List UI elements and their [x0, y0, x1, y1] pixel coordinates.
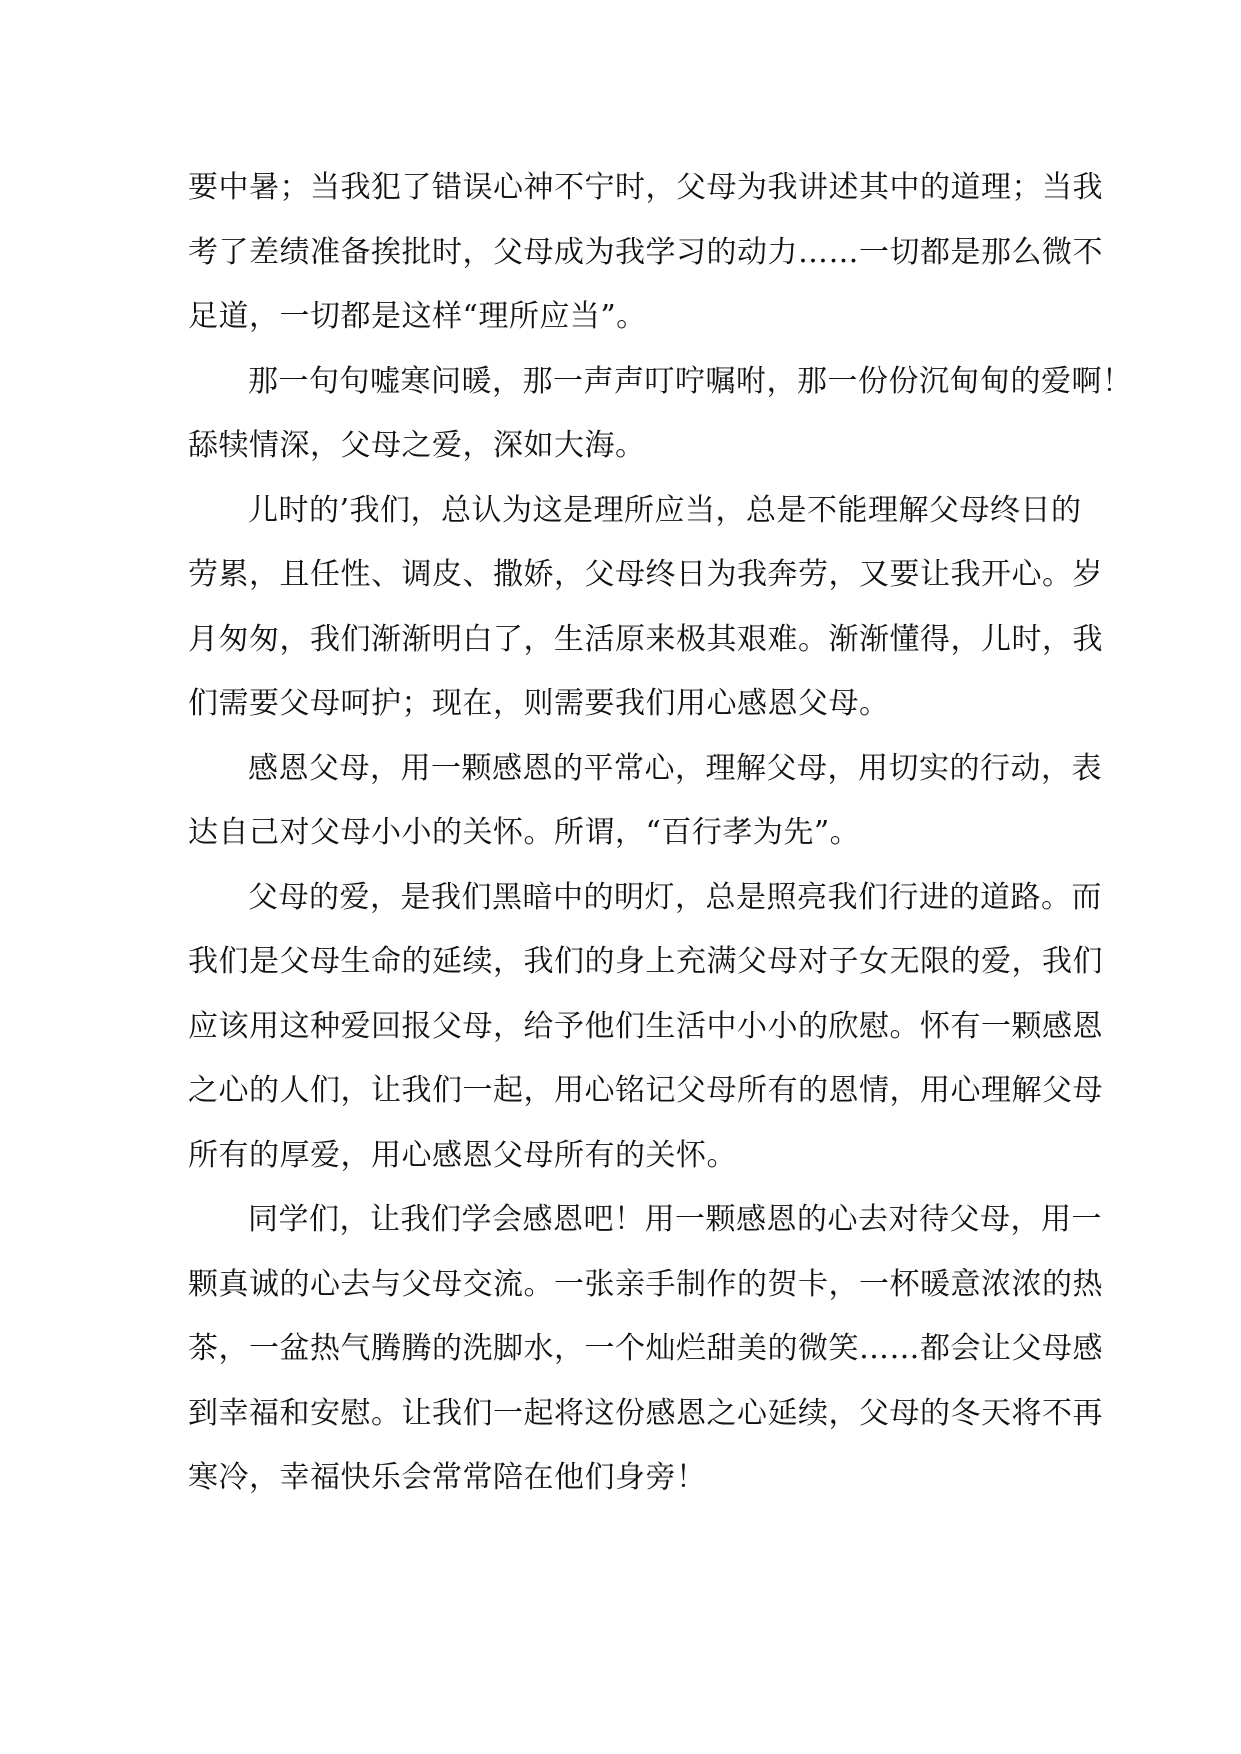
text-line: 考了差绩准备挨批时，父母成为我学习的动力……一切都是那么微不 [188, 234, 1103, 270]
paragraph-5 [188, 866, 1103, 1189]
text-line: 所有的厚爱，用心感恩父母所有的关怀。 [188, 1137, 737, 1173]
text-line: 到幸福和安慰。让我们一起将这份感恩之心延续，父母的冬天将不再 [188, 1395, 1103, 1431]
text-line: 感恩父母，用一颗感恩的平常心，理解父母，用切实的行动，表 [248, 750, 1102, 786]
paragraph-1 [188, 156, 1103, 350]
text-line: 们需要父母呵护；现在，则需要我们用心感恩父母。 [188, 686, 890, 721]
text-line: 我们是父母生命的延续，我们的身上充满父母对子女无限的爱，我们 [188, 944, 1103, 979]
text-line: 茶，一盆热气腾腾的洗脚水，一个灿烂甜美的微笑……都会让父母感 [188, 1331, 1103, 1366]
text-line: 颗真诚的心去与父母交流。一张亲手制作的贺卡，一杯暖意浓浓的热 [188, 1266, 1103, 1302]
paragraph-6 [188, 1188, 1103, 1511]
paragraph-3 [188, 479, 1103, 737]
text-line: 月匆匆，我们渐渐明白了，生活原来极其艰难。渐渐懂得，儿时，我 [188, 621, 1103, 657]
text-line: 之心的人们，让我们一起，用心铭记父母所有的恩情，用心理解父母 [188, 1073, 1103, 1108]
text-line: 儿时的’我们，总认为这是理所应当，总是不能理解父母终日的 [248, 492, 1082, 528]
text-line: 劳累，且任性、调皮、撒娇，父母终日为我奔劳，又要让我开心。岁 [188, 557, 1103, 592]
text-line: 那一句句嘘寒问暖，那一声声叮咛嘱咐，那一份份沉甸甸的爱啊！ [248, 363, 1133, 399]
text-line: 足道，一切都是这样“理所应当”。 [188, 299, 647, 334]
paragraph-4 [188, 737, 1102, 866]
paragraph-2 [188, 350, 1133, 479]
text-line: 同学们，让我们学会感恩吧！用一颗感恩的心去对待父母，用一 [248, 1202, 1102, 1237]
text-line: 寒冷，幸福快乐会常常陪在他们身旁！ [188, 1460, 707, 1495]
text-line: 父母的爱，是我们黑暗中的明灯，总是照亮我们行进的道路。而 [248, 879, 1102, 915]
text-line: 舔犊情深，父母之爱，深如大海。 [188, 428, 646, 463]
text-line: 达自己对父母小小的关怀。所谓，“百行孝为先”。 [188, 815, 861, 850]
text-line: 要中暑；当我犯了错误心神不宁时，父母为我讲述其中的道理；当我 [188, 170, 1103, 205]
document-body [188, 156, 1133, 1511]
text-line: 应该用这种爱回报父母，给予他们生活中小小的欣慰。怀有一颗感恩 [188, 1008, 1103, 1044]
